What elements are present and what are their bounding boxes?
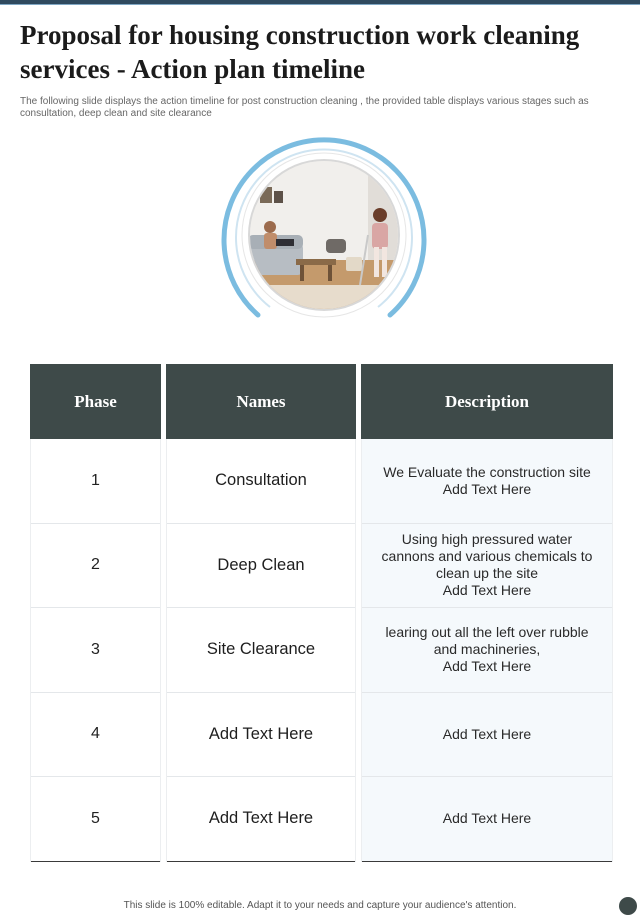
description-cell (362, 777, 612, 862)
description-line: and machineries, (433, 641, 541, 658)
names-column (166, 364, 356, 862)
description-line: learing out all the left over rubble (385, 624, 589, 641)
phase-cell: 3 (31, 608, 160, 693)
name-cell: Add Text Here (167, 693, 355, 778)
description-line: Add Text Here (442, 810, 532, 827)
page-title: Proposal for housing construction work cleaning services - Action plan timeline (20, 20, 580, 84)
description-line: cannons and various chemicals to (381, 548, 593, 565)
description-line: Add Text Here (442, 658, 532, 675)
description-line: We Evaluate the construction site (383, 463, 591, 480)
description-header: Description (361, 364, 613, 439)
top-accent-line (0, 4, 640, 5)
name-cell: Consultation (167, 439, 355, 524)
phase-header: Phase (30, 364, 161, 439)
description-cell (362, 524, 612, 609)
name-cell: Site Clearance (167, 608, 355, 693)
living-room-photo (218, 135, 428, 331)
description-line: Add Text Here (442, 582, 532, 599)
footer-note: This slide is 100% editable. Adapt it to your needs and capture your audience's attention. (123, 900, 517, 911)
description-line: Add Text Here (442, 725, 532, 742)
names-header: Names (166, 364, 356, 439)
description-cell (362, 608, 612, 693)
corner-dot (619, 897, 637, 915)
description-cell (362, 693, 612, 778)
description-line: clean up the site (436, 565, 538, 582)
page-subtitle: The following slide displays the action timeline for post construction cleaning , the provided table displays various stages such as consultation, deep clean and site clearance (20, 96, 589, 119)
name-cell: Add Text Here (167, 777, 355, 862)
description-line: Using high pressured water (401, 531, 573, 548)
description-column (361, 364, 613, 862)
description-line: Add Text Here (442, 480, 532, 497)
phase-cell: 4 (31, 693, 160, 778)
phase-cell: 2 (31, 524, 160, 609)
phase-column (30, 364, 161, 862)
description-cell (362, 439, 612, 524)
phase-cell: 1 (31, 439, 160, 524)
name-cell: Deep Clean (167, 524, 355, 609)
phase-cell: 5 (31, 777, 160, 862)
